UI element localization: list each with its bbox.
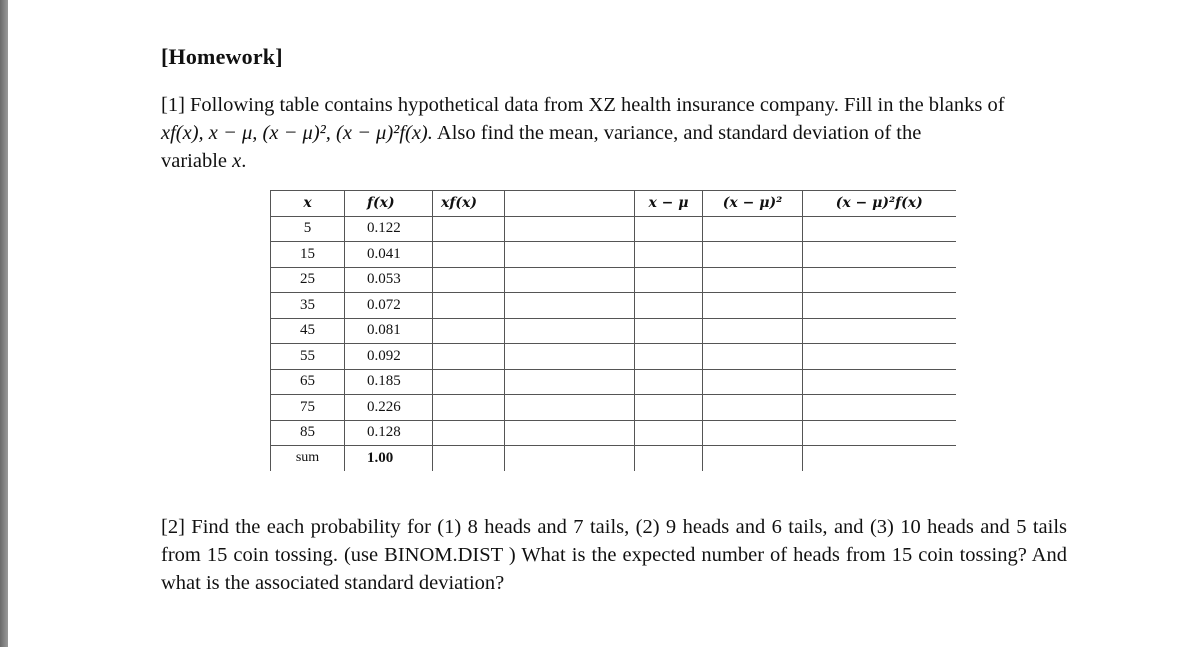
cell-weighted-squared-blank: [803, 242, 956, 268]
cell-x-minus-mu-blank: [635, 242, 703, 268]
cell-x: 75: [271, 395, 345, 421]
cell-x-minus-mu-squared-blank: [703, 344, 803, 370]
cell-x: 15: [271, 242, 345, 268]
cell-x: 65: [271, 369, 345, 395]
cell-xfx-blank: [433, 242, 505, 268]
header-x-minus-mu-squared: (x − μ)²: [703, 191, 803, 217]
cell-x: 55: [271, 344, 345, 370]
cell-weighted-squared-blank: [803, 267, 956, 293]
cell-blank: [505, 293, 635, 319]
q1-formulas: xf(x), x − μ, (x − μ)², (x − μ)²f(x).: [161, 122, 433, 144]
cell-weighted-squared-blank: [803, 344, 956, 370]
cell-x: 45: [271, 318, 345, 344]
table-sum-row: [271, 446, 956, 471]
cell-x-minus-mu-squared-blank: [703, 242, 803, 268]
cell-weighted-squared-blank: [803, 369, 956, 395]
cell-fx: 0.041: [345, 242, 433, 268]
table-row: [271, 216, 956, 242]
cell-weighted-squared-blank: [803, 395, 956, 421]
header-x-minus-mu: x − μ: [635, 191, 703, 217]
cell-xfx-blank: [433, 267, 505, 293]
header-fx: f(x): [345, 191, 433, 217]
cell-x-minus-mu-blank: [635, 267, 703, 293]
cell-x-minus-mu-squared-blank: [703, 216, 803, 242]
table-row: [271, 318, 956, 344]
cell-sum-blank: [703, 446, 803, 471]
cell-blank: [505, 420, 635, 446]
table-row: [271, 369, 956, 395]
table-row: [271, 293, 956, 319]
table-row: [271, 267, 956, 293]
cell-x-minus-mu-squared-blank: [703, 318, 803, 344]
cell-xfx-blank: [433, 318, 505, 344]
cell-x-minus-mu-blank: [635, 369, 703, 395]
question-1-text: [161, 91, 1067, 175]
cell-x-minus-mu-blank: [635, 395, 703, 421]
homework-title: [Homework]: [161, 44, 283, 69]
table-row: [271, 242, 956, 268]
cell-x-minus-mu-squared-blank: [703, 369, 803, 395]
cell-sum-blank: [635, 446, 703, 471]
cell-fx: 0.122: [345, 216, 433, 242]
cell-blank: [505, 395, 635, 421]
header-blank: [505, 191, 635, 217]
cell-weighted-squared-blank: [803, 420, 956, 446]
cell-x: 5: [271, 216, 345, 242]
cell-x: 25: [271, 267, 345, 293]
cell-fx: 0.081: [345, 318, 433, 344]
cell-x: 85: [271, 420, 345, 446]
cell-xfx-blank: [433, 369, 505, 395]
cell-weighted-squared-blank: [803, 293, 956, 319]
cell-blank: [505, 369, 635, 395]
header-xfx: xf(x): [433, 191, 505, 217]
cell-sum-blank: [505, 446, 635, 471]
table-row: [271, 395, 956, 421]
q1-line2-text: Also find the mean, variance, and standard deviation of the: [432, 122, 922, 144]
cell-weighted-squared-blank: [803, 216, 956, 242]
cell-x: 35: [271, 293, 345, 319]
cell-blank: [505, 216, 635, 242]
header-x: x: [271, 191, 345, 217]
header-weighted-squared: (x − μ)²f(x): [803, 191, 956, 217]
cell-x-minus-mu-blank: [635, 344, 703, 370]
q1-variable: x: [232, 150, 242, 172]
cell-blank: [505, 242, 635, 268]
cell-sum-label: sum: [271, 446, 345, 471]
data-table: [270, 190, 956, 471]
window-left-edge: [0, 0, 8, 647]
cell-xfx-blank: [433, 344, 505, 370]
cell-sum-blank: [433, 446, 505, 471]
q1-line3-suffix: .: [241, 150, 247, 172]
cell-sum-value: 1.00: [345, 446, 433, 471]
cell-fx: 0.226: [345, 395, 433, 421]
cell-fx: 0.185: [345, 369, 433, 395]
table-row: [271, 344, 956, 370]
q1-line3-prefix: variable: [161, 150, 233, 172]
cell-blank: [505, 318, 635, 344]
cell-x-minus-mu-squared-blank: [703, 395, 803, 421]
cell-fx: 0.072: [345, 293, 433, 319]
cell-xfx-blank: [433, 293, 505, 319]
cell-blank: [505, 344, 635, 370]
cell-x-minus-mu-blank: [635, 293, 703, 319]
table-row: [271, 420, 956, 446]
cell-x-minus-mu-blank: [635, 216, 703, 242]
cell-xfx-blank: [433, 395, 505, 421]
cell-x-minus-mu-squared-blank: [703, 420, 803, 446]
cell-xfx-blank: [433, 420, 505, 446]
cell-x-minus-mu-squared-blank: [703, 267, 803, 293]
cell-x-minus-mu-blank: [635, 318, 703, 344]
cell-xfx-blank: [433, 216, 505, 242]
cell-blank: [505, 267, 635, 293]
table-header-row: [271, 191, 956, 217]
cell-fx: 0.092: [345, 344, 433, 370]
cell-x-minus-mu-blank: [635, 420, 703, 446]
cell-sum-blank: [803, 446, 956, 471]
cell-fx: 0.053: [345, 267, 433, 293]
question-2-text: [2] Find the each probability for (1) 8 heads and 7 tails, (2) 9 heads and 6 tails, and (3) 10 heads and 5 tails from 15 coin tossing. (use BINOM.DIST ) What is the expected number of heads from 15 coin tossing? And what is the associated standard deviation?: [161, 516, 1067, 594]
q1-line1: [1] Following table contains hypothetical data from XZ health insurance company. Fill in the blanks of: [161, 94, 1005, 116]
cell-weighted-squared-blank: [803, 318, 956, 344]
cell-x-minus-mu-squared-blank: [703, 293, 803, 319]
cell-fx: 0.128: [345, 420, 433, 446]
